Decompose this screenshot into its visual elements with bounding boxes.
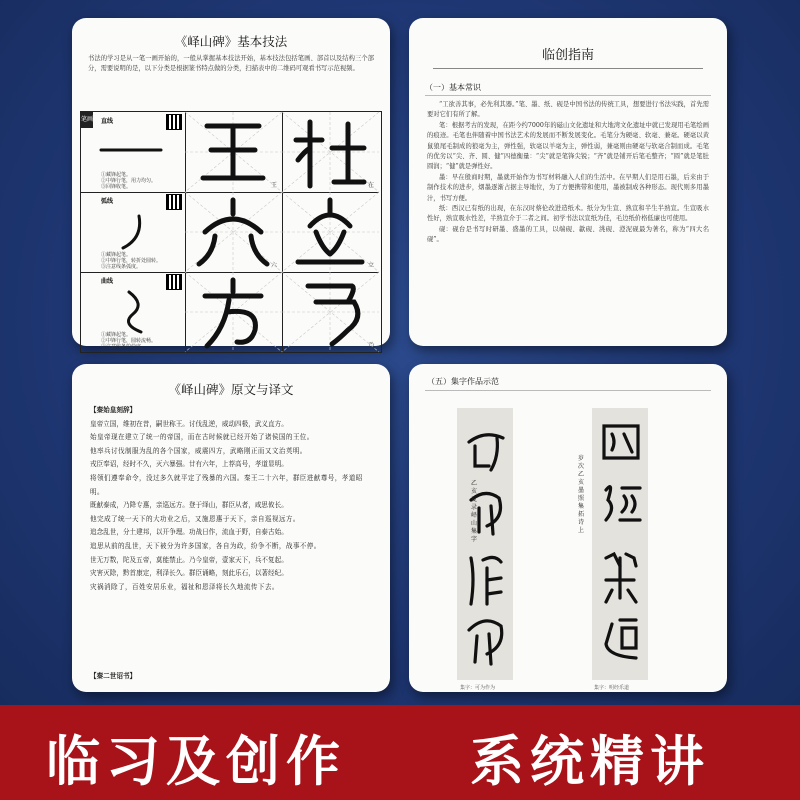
char-cell: [185, 192, 283, 273]
char-label: 立: [367, 262, 374, 269]
stroke-name: 弧线: [101, 198, 114, 205]
section-heading: （一）基本常识: [425, 83, 481, 92]
char-label: 乃: [367, 342, 374, 349]
note: ②中锋行笔，圆转流畅。: [101, 338, 157, 344]
paragraph: 墨：早在殷商时期，墨就开始作为书写材料融入人们的生活中。在早期人们是用石墨，后来由于制作技术的进步，烟墨逐渐占据主导地位，为了方便携带和使用，墨被制成各种形态。现代则多用墨汁，书写方便。: [427, 173, 709, 202]
translation-line: 他完成了统一天下的大功业之后，又施恩惠于天下，亲自巡视远方。: [90, 514, 300, 523]
original-line: 灾害灭除，黔首康定，利泽长久。群臣诵略，刻此乐石，以著经纪。: [90, 569, 288, 578]
left-caption: 集字：可为作为: [460, 685, 496, 691]
char-cell: [185, 112, 283, 193]
left-inscription: 乙亥夏录峄山集字: [471, 480, 478, 543]
note: ③回锋收笔。: [101, 184, 132, 190]
seal-char-liu: [185, 192, 282, 272]
seal-char-fang: [185, 272, 282, 352]
right-scroll: [592, 408, 648, 680]
stroke-notes: [101, 332, 156, 350]
page-copying-guide: [409, 18, 727, 346]
section-heading: 【秦始皇刻辞】: [90, 406, 137, 414]
char-label: 王: [270, 182, 277, 189]
translation-line: 将领们遵奉命令，没过多久就平定了残暴的六国。秦王二十六年，群臣进献尊号，孝道昭明。: [90, 473, 363, 496]
text-translation: [90, 404, 372, 678]
page-title: 《峄山碑》原文与译文: [168, 382, 294, 397]
stroke-tab: 笔画: [81, 112, 93, 128]
stroke-name: 直线: [101, 118, 114, 125]
char-cell: [282, 272, 379, 352]
translation-line: 追思从前的乱世，天下被分为许多国家，各自为政，纷争不断，战事不停。: [90, 541, 321, 550]
char-cell: [185, 272, 283, 352]
guide-text: [427, 100, 709, 346]
section-rule: [425, 95, 711, 96]
paragraph: 笔：根据考古的发现，在距今约7000年的磁山文化遗址和大地湾文化遗址中就已发现用毛笔绘画的痕迹。毛笔也伴随着中国书法艺术的发展而不断发展变化。毛笔分为硬毫、软毫、兼毫。硬毫以黄鼠狼尾毛制成的狼毫为主，弹性强，软毫以羊毫为主，弹性弱，兼毫则由硬毫与软毫合制而成。毛笔的优劣以“尖、齐、圆、健”四德衡量：“尖”就是笔锋尖锐；“齐”就是铺开后笔毛整齐；“圆”就是笔肚圆润；“健”就是弹性好。: [427, 121, 709, 171]
scroll-calligraphy-right: [592, 408, 648, 680]
seal-char-wang: [185, 112, 282, 192]
char-label: 在: [367, 182, 374, 189]
original-line: 世无万数，陀及五帝，莫能禁止。乃今皇帝，壹家天下，兵不复起。: [90, 555, 288, 564]
page-original-text: [72, 364, 390, 692]
seal-char-li: [282, 192, 379, 272]
right-inscription: 岁次乙亥墨照集拓诗上: [578, 455, 585, 534]
arc-stroke-sample: [81, 200, 185, 260]
original-line: 戎臣奉诏，经时不久，灭六暴强。廿有六年，上荐高号，孝道显明。: [90, 460, 288, 469]
char-cell: [282, 192, 379, 273]
stroke-notes: [101, 172, 156, 190]
stroke-name: 曲线: [101, 278, 114, 285]
char-cell: [282, 112, 379, 193]
curve-stroke-sample: [81, 280, 185, 340]
bottom-banner: [0, 705, 800, 800]
right-caption: 集字：明经乐道: [594, 685, 630, 691]
page-title: 临创指南: [541, 48, 594, 63]
section-rule: [425, 390, 711, 391]
note: ③注意线条弧度。: [101, 264, 142, 270]
row-label-arc: [81, 192, 186, 273]
left-scroll: [457, 408, 513, 680]
banner-left-text: 临习及创作: [46, 730, 346, 793]
translation-line: 灾祸消除了，百姓安居乐业，福祉和恩泽将长久地流传下去。: [90, 582, 279, 591]
scroll-calligraphy-left: [457, 408, 513, 680]
section-heading: （五）集字作品示范: [427, 377, 499, 386]
page-basic-techniques: [72, 18, 390, 350]
title-rule: [433, 68, 703, 69]
paragraph: 纸：西汉已有纸的出现，在东汉时蔡伦改进造纸术。纸分为生宣、熟宣和半生半熟宣。生宣吸水性好，熟宣吸水性差，半熟宣介于二者之间。初学书法以宣纸为佳，毛边纸价格低廉也可使用。: [427, 205, 709, 223]
row-label-curve: [81, 272, 186, 352]
banner-right-text: 系统精讲: [470, 730, 710, 793]
note: ③注意线条的曲度。: [101, 344, 147, 350]
translation-line: 他率兵讨伐制服为乱的各个国家，威震四方，武略刚正而又文治英明。: [90, 446, 307, 455]
note: ①藏锋起笔。: [101, 172, 132, 178]
translation-line: 始皇帝现在建立了统一的帝国，而在古时候就已经开始了诸侯国的王位。: [90, 433, 314, 442]
stroke-notes: [101, 252, 161, 270]
note: ①藏锋起笔。: [101, 332, 132, 338]
stroke-grid: [80, 111, 382, 353]
straight-stroke-sample: [81, 120, 185, 180]
paragraph: “工欲善其事，必先利其器。”笔、墨、纸、砚是中国书法的传统工具，想要进行书法实践，首先需要对它们有所了解。: [427, 101, 709, 119]
page-title: 《峄山碑》基本技法: [174, 34, 288, 49]
seal-char-zai: [282, 112, 379, 192]
intro-paragraph: 书法的学习是从一笔一画开始的，一般从掌握基本技法开始，基本技法包括笔画、部首以及结构三个部分，需要说明的是，以下分类是根据篆书特点做的分类，扫描表中的二维码可观看书写示范视频。: [88, 55, 374, 73]
note: ①藏锋起笔。: [101, 252, 132, 258]
note: ②中锋行笔，转折处圆转。: [101, 258, 162, 264]
row-label-straight: [81, 112, 186, 193]
original-line: 皇帝立国，维初在昔，嗣世称王。讨伐乱逆，威动四极，武义直方。: [90, 419, 288, 428]
char-label: 六: [270, 262, 277, 269]
original-line: 既献泰成，乃降专惠，亲巡远方。登于绎山，群臣从者，咸思攸长。: [90, 501, 288, 510]
original-line: 追念乱世，分土建邦，以开争理。功战日作，流血于野，自泰古始。: [90, 528, 288, 537]
section-heading: 【秦二世诏书】: [90, 672, 137, 680]
paragraph: 砚：砚台是书写时研墨、盛墨的工具，以端砚、歙砚、洮砚、澄泥砚最为著名，称为“四大名砚”。: [427, 225, 709, 244]
seal-char-nai: [282, 272, 379, 352]
note: ②中锋行笔，用力均匀。: [101, 178, 157, 184]
